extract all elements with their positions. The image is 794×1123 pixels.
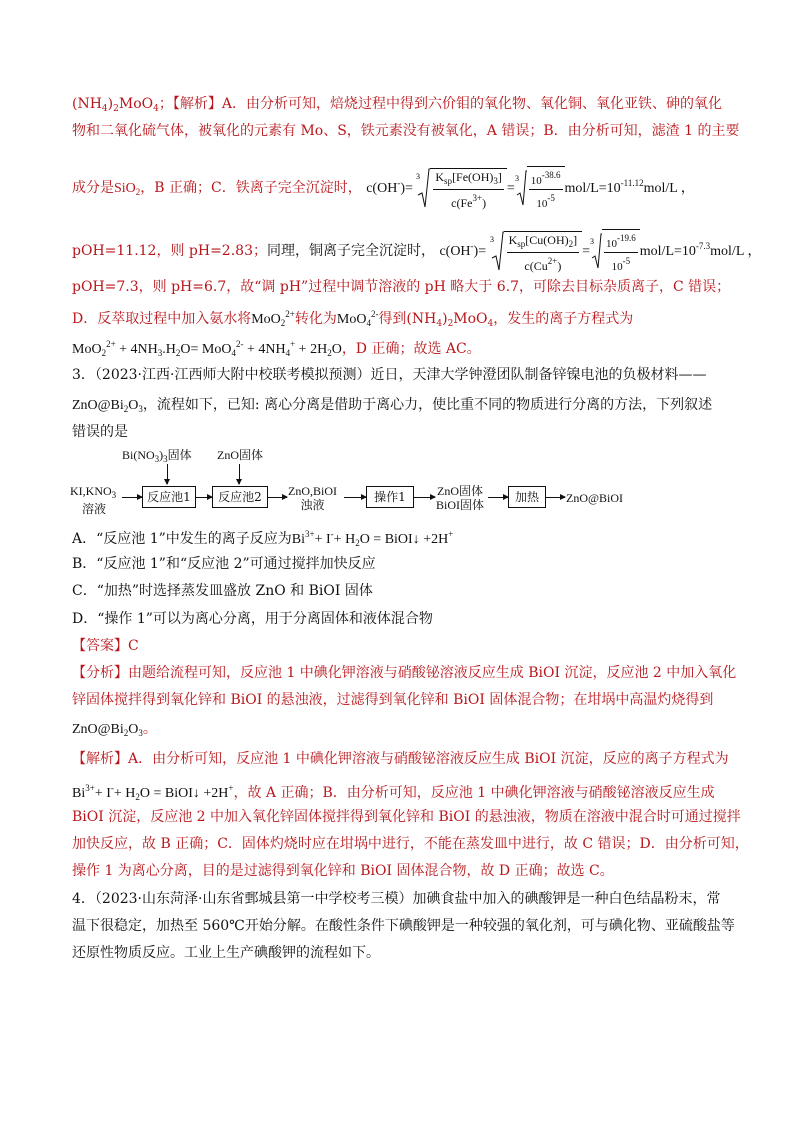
root-sign-icon: [416, 167, 430, 211]
input-zno: ZnO固体: [217, 448, 263, 462]
arrow-2: [195, 497, 212, 498]
final-product: ZnO@BiOI: [566, 491, 624, 505]
analysis-line-6: pOH=7.3，则 pH=6.7，故“调 pH”过程中调节溶液的 pH 略大于 6.7，可除去目标杂质离子，C 错误；: [72, 279, 731, 295]
arrow-down-2: [239, 464, 240, 484]
cube-root-fe: 3 $\frac{K_{sp}[Fe(OH)_3]}{c(Fe^{3+})}$: [416, 167, 507, 211]
input-bi-nitrate: $Bi(NO_3)_3$固体: [122, 448, 192, 464]
q3-jiexi-3: BiOI 沉淀，反应池 2 中加入氧化锌固体搅拌得到氧化锌和 BiOI 的悬浊液，物质在溶液中混合时可通过搅拌: [72, 809, 741, 825]
analysis-line-1: $(NH_4)_2MoO_4$；【解析】A．由分析可知，焙烧过程中得到六价钼的氧化物、氧化铜、氧化亚铁、砷的氧化: [72, 96, 722, 114]
cube-root-cu-val: 3 $\frac{10^{-19.6}}{10^{-5}}$: [590, 229, 640, 275]
cube-root-fe-val: 3 $\frac{10^{-38.6}}{10^{-5}}$: [515, 166, 565, 212]
question-source: （2023·山东菏泽·山东省鄄城县第一中学校考三模）: [94, 891, 413, 907]
q3-stem-line-1: 3．（2023·江西·江西师大附中校联考模拟预测）近日，天津大学钟澄团队制备锌镍电池的负极材料——: [72, 367, 707, 383]
box-heat: 加热: [508, 486, 546, 508]
svg-text:3: 3: [489, 235, 494, 244]
q3-stem-line-2: $ZnO@Bi_2O_3$，流程如下，已知: 离心分离是借助于离心力，使比重不同的物质进行分离的方法，下列叙述: [72, 397, 713, 414]
analysis-tag: 【解析】: [172, 96, 222, 112]
q3-analysis-2: 锌固体搅拌得到氧化锌和 BiOI 的悬浊液，过滤得到氧化锌和 BiOI 固体混合物；在坩埚中高温灼烧得到: [72, 692, 714, 708]
cu-formula: c(OH-)= 3 $\frac{K_{sp}[Cu(OH)_2]}{c(Cu^{2+})}$ = 3 $\frac{10^{-19.6}}{10^{-5}}$ mol/$L=10^{-7.3}mol/L$ ，: [439, 244, 761, 259]
q4-stem-line-2: 温下很稳定，加热至 560℃开始分解。在酸性条件下碘酸钾是一种较强的氧化剂，可与碘化物、亚硫酸盐等: [72, 918, 735, 934]
q3-analysis-1: 【分析】由题给流程可知，反应池 1 中碘化钾溶液与硝酸铋溶液反应生成 BiOI 沉淀，反应池 2 中加入氧化: [72, 665, 737, 681]
root-sign-icon: [515, 169, 527, 209]
q3-stem-line-3: 错误的是: [72, 424, 128, 440]
svg-text:3: 3: [416, 172, 421, 181]
solids-after-op: ZnO固体 BiOI固体: [436, 484, 485, 512]
arrow-3: [267, 497, 287, 498]
q3-jiexi-1: 【解析】A．由分析可知，反应池 1 中碘化钾溶液与硝酸铋溶液反应生成 BiOI 沉淀，反应的离子方程式为: [72, 751, 729, 767]
analysis-line-5: pOH=11.12，则 pH=2.83；同理，铜离子完全沉淀时， c(OH-)= 3 $\frac{K_{sp}[Cu(OH)_2]}{c(Cu^{2+})}$ = 3 $\frac{10^{-19.6}}{10^{-5}}$ mol/$L=10^{-7.3}mol/L$ ，: [72, 229, 761, 275]
question-source: （2023·江西·江西师大附中校联考模拟预测）: [94, 367, 371, 383]
arrow-6: [488, 497, 508, 498]
question-number: 4．: [72, 891, 95, 907]
mid-suspension: ZnO,BiOI 浊液: [288, 484, 337, 512]
q3-jiexi-4: 加快反应，故 B 正确；C．固体灼烧时应在坩埚中进行，不能在蒸发皿中进行，故 C 错误；D．由分析可知，: [72, 836, 749, 852]
analysis-line-7: D．反萃取过程中加入氨水将MoO$_2^{2+}$转化为MoO$_4^{2-}$得到$(NH_4)_2MoO_4$，发生的离子方程式为: [72, 309, 634, 329]
question-number: 3．: [72, 367, 95, 383]
arrow-4: [344, 497, 366, 498]
svg-text:3: 3: [514, 174, 519, 183]
analysis-line-3: 成分是SiO$_2$，B 正确；C．铁离子完全沉淀时， c(OH-)= 3 $\frac{K_{sp}[Fe(OH)_3]}{c(Fe^{3+})}$ = 3 $\frac{10^{-38.6}}{10^{-5}}$ mol/$L=10^{-11.12}mol/L$ ，: [72, 166, 695, 212]
analysis-line-2: 物和二氧化硫气体，被氧化的元素有 Mo、S，铁元素没有被氧化，A 错误；B．由分析可知，滤渣 1 的主要: [72, 123, 740, 139]
arrow-1: [122, 497, 142, 498]
arrow-7: [545, 497, 565, 498]
start-solution: $KI,KNO_3$ 溶液: [70, 484, 117, 516]
box-operation-1: 操作1: [366, 486, 414, 508]
q3-option-b: B．“反应池 1”和“反应池 2”可通过搅拌加快反应: [72, 556, 376, 572]
q3-option-c: C．“加热”时选择蒸发皿盛放 ZnO 和 BiOI 固体: [72, 583, 373, 599]
box-reaction-pool-2: 反应池2: [212, 486, 268, 508]
root-sign-icon: [490, 230, 504, 274]
q3-jiexi-5: 操作 1 为离心分离，目的是过滤得到氧化锌和 BiOI 固体混合物，故 D 正确；故选 C。: [72, 863, 614, 879]
root-sign-icon: [590, 232, 602, 272]
q3-option-d: D．“操作 1”可以为离心分离，用于分离固体和液体混合物: [72, 611, 433, 627]
arrow-5: [413, 497, 435, 498]
q4-stem-line-3: 还原性物质反应。工业上生产碘酸钾的流程如下。: [72, 945, 380, 961]
q3-analysis-3: $ZnO@Bi_2O_3$。: [72, 721, 157, 738]
svg-text:3: 3: [590, 237, 595, 246]
q4-stem-line-1: 4．（2023·山东菏泽·山东省鄄城县第一中学校考三模）加碘食盐中加入的碘酸钾是一种白色结晶粉末，常: [72, 891, 721, 907]
box-reaction-pool-1: 反应池1: [142, 486, 196, 508]
cube-root-cu: 3 $\frac{K_{sp}[Cu(OH)_2]}{c(Cu^{2+})}$: [490, 230, 583, 274]
analysis-line-8: $MoO_2^{2+} + 4NH_3.H_2O= MoO_4^{2-} + 4NH_4^+ + 2H_2O$，D 正确；故选 AC。: [72, 339, 481, 358]
arrow-down-1: [167, 464, 168, 484]
q3-jiexi-2: $Bi^{3+}+ I^-+ H_2O$ = BiOI↓ +2H+，故 A 正确；B．由分析可知，反应池 1 中碘化钾溶液与硝酸铋溶液反应生成: [72, 783, 715, 802]
q3-answer: 【答案】C: [72, 638, 139, 654]
q3-option-a: A．“反应池 1”中发生的离子反应为$Bi^{3+}+ I^-+ H_2O$ = BiOI↓ +2H+: [72, 529, 454, 548]
fe-formula: c(OH-)= 3 $\frac{K_{sp}[Fe(OH)_3]}{c(Fe^{3+})}$ = 3 $\frac{10^{-38.6}}{10^{-5}}$ mol/$L=10^{-11.12}mol/L$ ，: [366, 181, 695, 196]
